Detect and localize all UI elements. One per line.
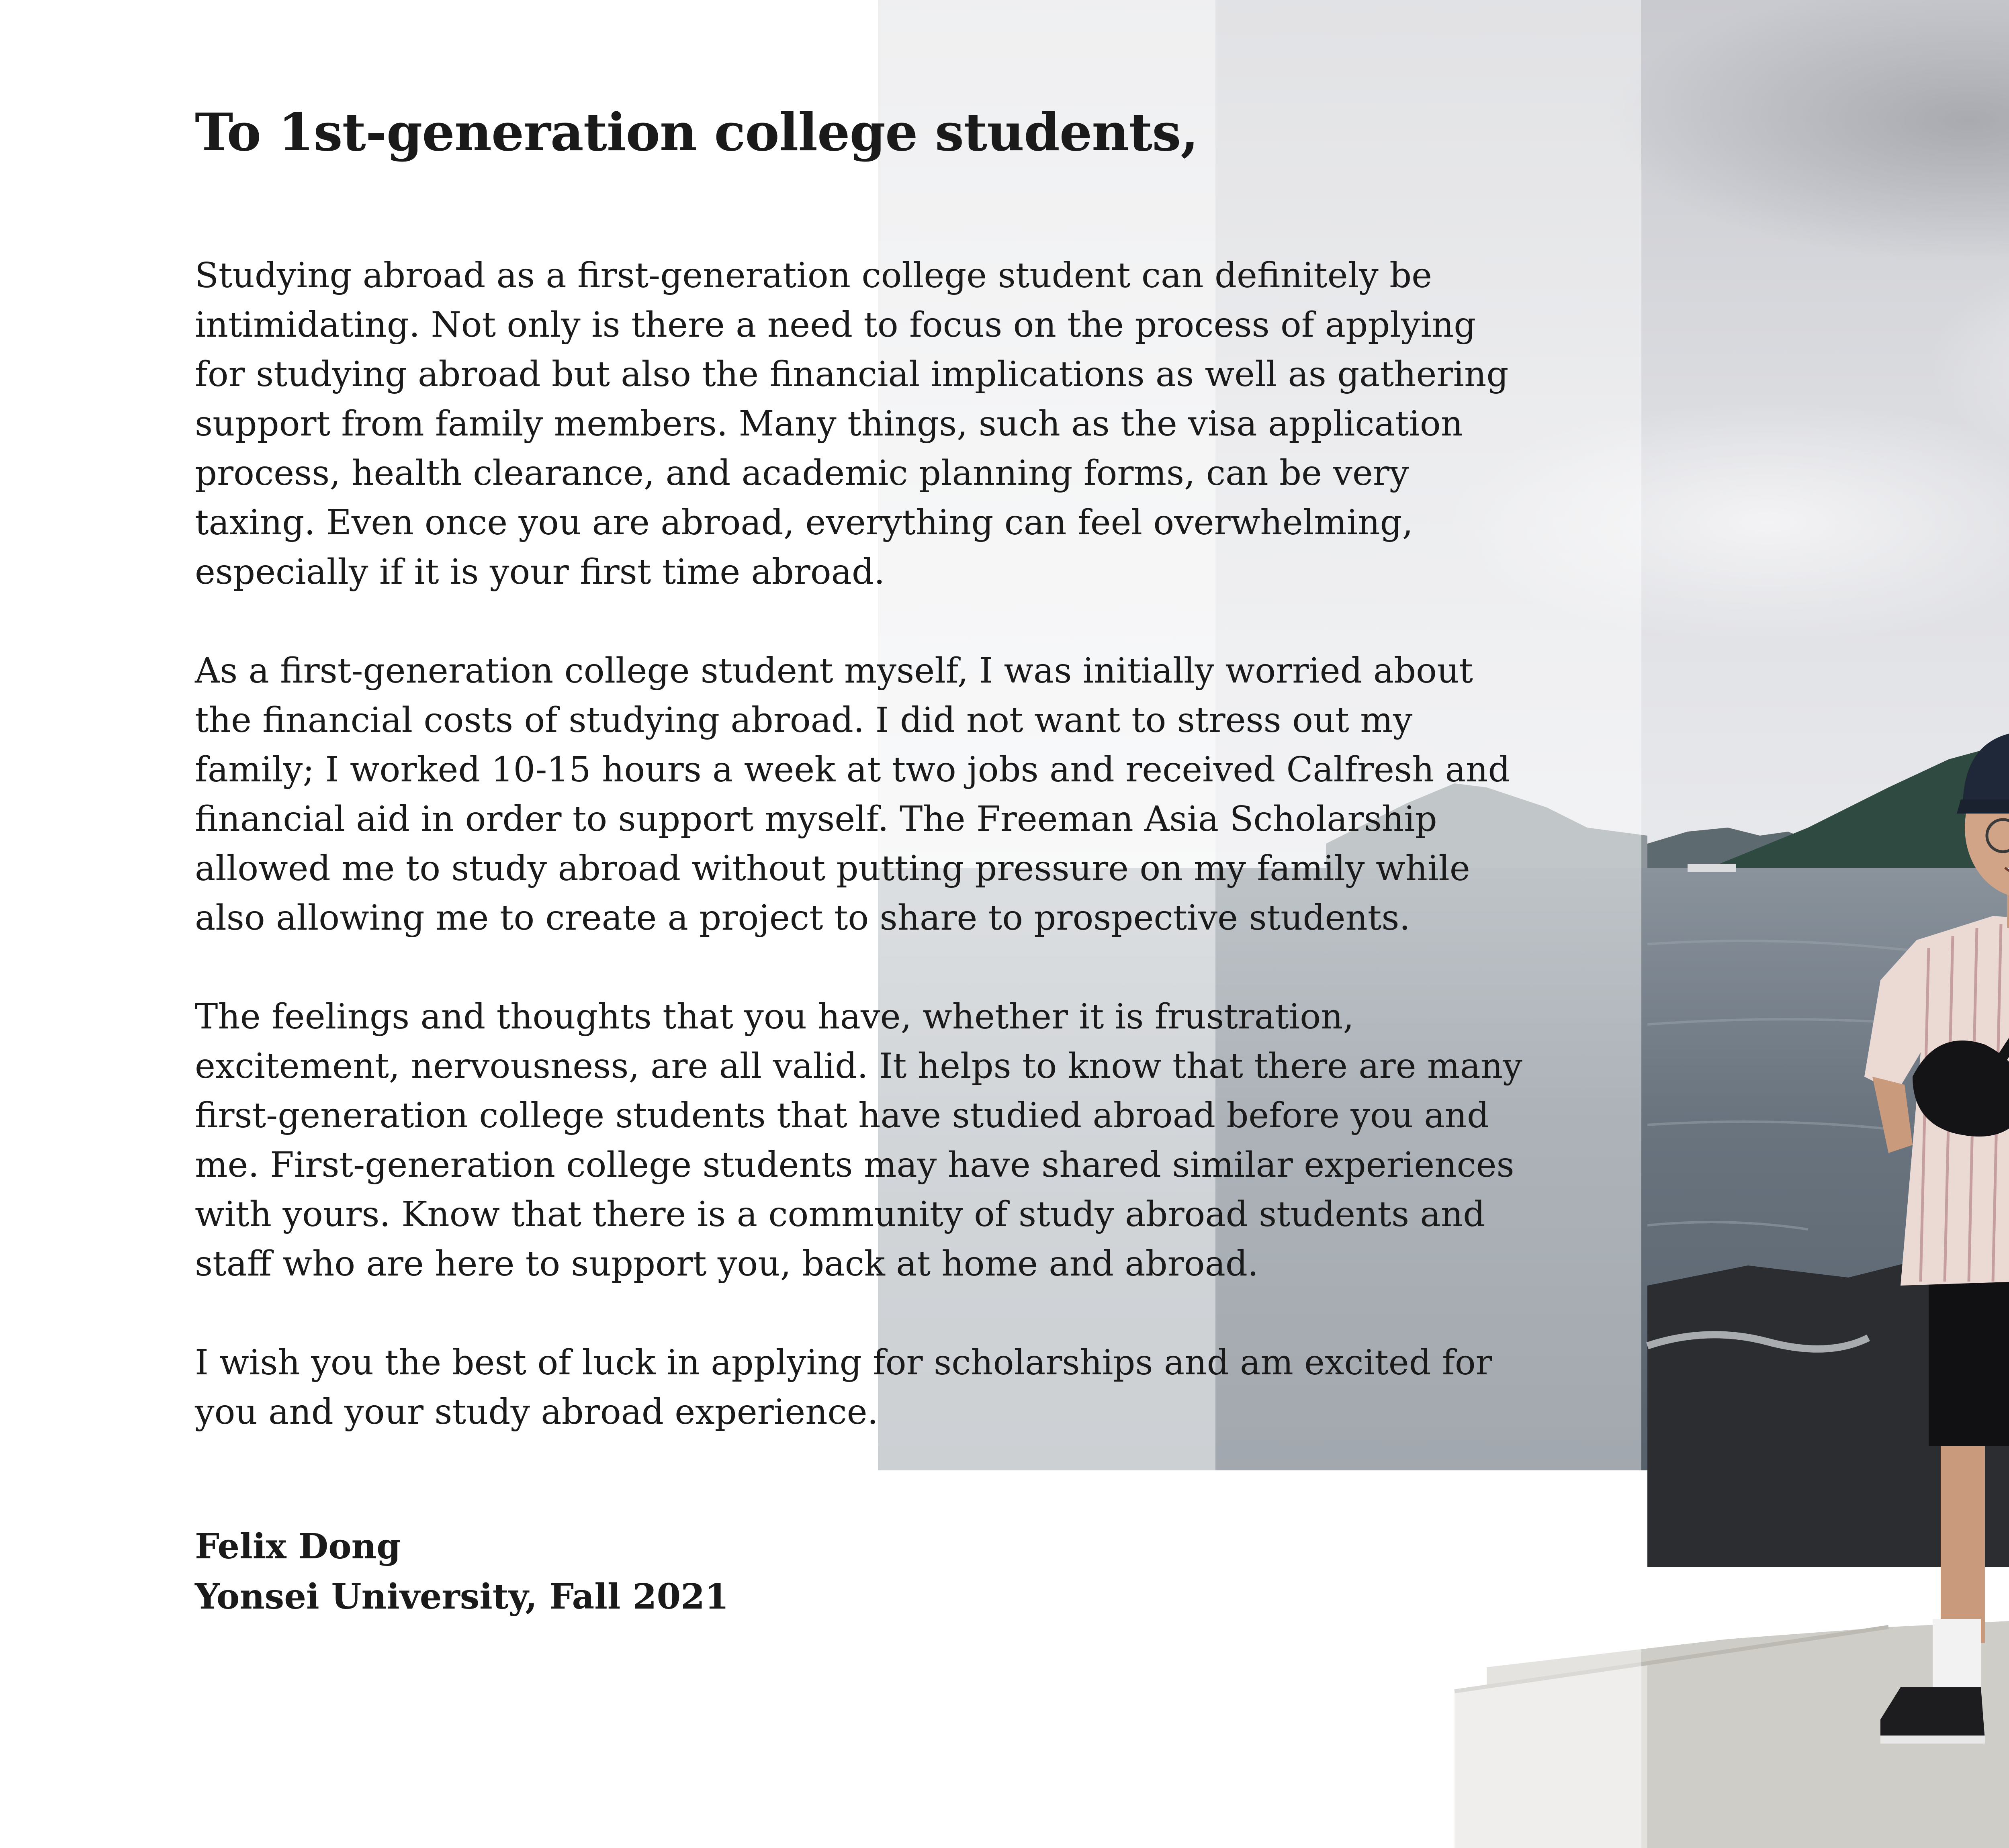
shorts bbox=[1929, 1278, 2009, 1446]
left-leg bbox=[1941, 1418, 1985, 1643]
signature-block bbox=[195, 1521, 1569, 1622]
letter-title: To 1st-generation college students, bbox=[195, 102, 1198, 163]
letter-paragraph-1: Studying abroad as a first-generation college student can definitely be intimidating. Not only is there a need to focus on the process of applying for studying abroad but also the financial implications as well as gathering support from family members. Many things, such as the visa application process, health clearance, and academic planning forms, can be very taxing. Even once you are abroad, everything can feel overwhelming, especially if it is your first time abroad. bbox=[195, 256, 1509, 592]
letter-paragraph-4: I wish you the best of luck in applying for scholarships and am excited for you and your study abroad experience. bbox=[195, 1343, 1492, 1432]
letter-content bbox=[195, 100, 1569, 1622]
left-sock bbox=[1933, 1619, 1981, 1691]
cap-brim bbox=[1957, 799, 2009, 814]
signature-name: Felix Dong bbox=[195, 1526, 401, 1567]
distant-boat bbox=[1688, 864, 1736, 872]
letter-paragraph-2: As a first-generation college student myself, I was initially worried about the financial costs of studying abroad. I did not want to stress out my family; I worked 10-15 hours a week at two jobs and received Calfresh and financial aid in order to support myself. The Freeman Asia Scholarship allowed me to study abroad without putting pressure on my family while also allowing me to create a project to share to prospective students. bbox=[195, 651, 1510, 938]
letter-paragraph-3: The feelings and thoughts that you have, whether it is frustration, excitement, nervousness, are all valid. It helps to know that there are many first-generation college students that have studied abroad before you and me. First-generation college students may have shared similar experiences with yours. Know that there is a community of study abroad students and staff who are here to support you, back at home and abroad. bbox=[195, 997, 1522, 1284]
signature-affiliation: Yonsei University, Fall 2021 bbox=[195, 1576, 729, 1617]
left-shoe bbox=[1880, 1687, 1985, 1744]
